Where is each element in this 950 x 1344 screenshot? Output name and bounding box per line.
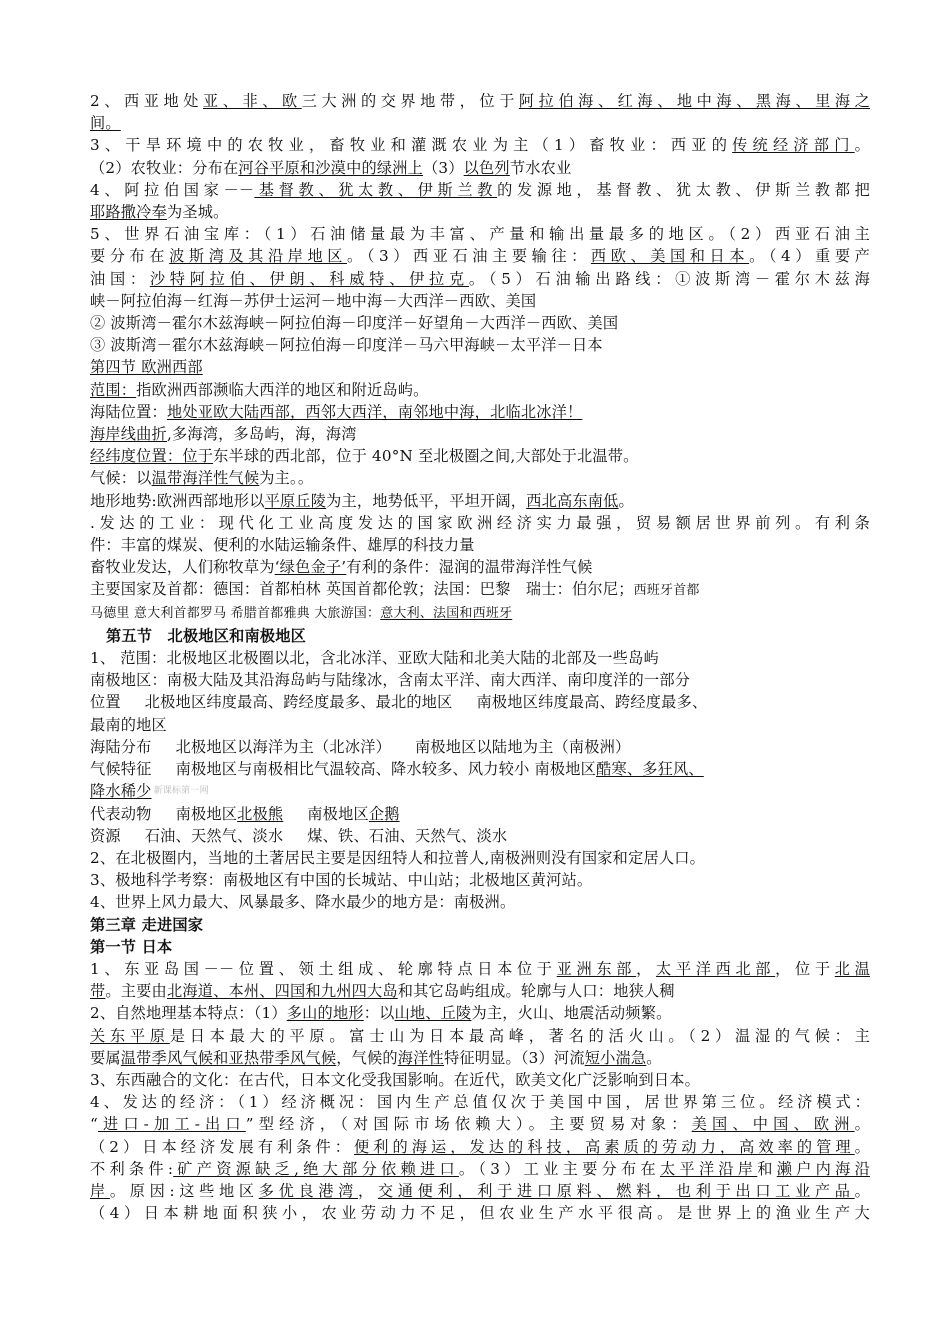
text-line: 畜牧业发达，人们称牧草为‘绿色金子’有利的条件：湿润的温带海洋性气候: [90, 558, 593, 577]
text-line: 4、阿拉伯国家－－基督教、犹太教、伊斯兰教的发源地，基督教、犹太教、伊斯兰教都把: [90, 180, 870, 199]
text-line: 降水稀少 新课标第一网: [90, 782, 209, 801]
text-line: 气候特征 南极地区与南极相比气温较高、降水较多、风力较小 南极地区酷寒、多狂风、: [90, 760, 704, 779]
text-line: .发达的工业：现代化工业高度发达的国家欧洲经济实力最强，贸易额居世界前列。有利条: [90, 513, 870, 532]
text-line: 地形地势:欧洲西部地形以平原丘陵为主，地势低平，平坦开阔，西北高东南低。: [90, 491, 634, 510]
text-line: 1、 范围：北极地区北极圈以北，含北冰洋、亚欧大陆和北美大陆的北部及一些岛屿: [90, 649, 659, 668]
text-line: （2）农牧业：分布在河谷平原和沙漠中的绿洲上（3）以色列节水农业: [90, 158, 572, 177]
text-line: 间。: [90, 114, 121, 133]
text-line: 不利条件:矿产资源缺乏,绝大部分依赖进口。（3）工业主要分布在太平洋沿岸和濑户内海沿: [90, 1159, 871, 1178]
text-line: “进口-加工-出口”型经济，（对国际市场依赖大）。主要贸易对象：美国、中国、欧洲。: [90, 1115, 870, 1134]
document-page: [90, 90, 870, 1224]
text-line: 气候：以温带海洋性气候为主。。: [90, 469, 314, 488]
text-line: 要属温带季风气候和亚热带季风气候，气候的海洋性特征明显。（3）河流短小湍急。: [90, 1048, 662, 1067]
text-line: 3、干旱环境中的农牧业，畜牧业和灌溉农业为主（1）畜牧业：西亚的传统经济部门。: [90, 136, 871, 155]
text-line: 海陆分布 北极地区以海洋为主（北冰洋） 南极地区以陆地为主（南极洲）: [90, 737, 631, 756]
text-line: 2、自然地理基本特点：（1）多山的地形：以山地、丘陵为主，火山、地震活动频繁。: [90, 1004, 672, 1023]
text-line: 关东平原是日本最大的平原。富士山为日本最高峰，著名的活火山。（2）温湿的气候：主: [90, 1026, 870, 1045]
text-line: 带。主要由北海道、本州、四国和九州四大岛和其它岛屿组成。轮廓与人口：地狭人稠: [90, 982, 675, 1001]
text-line: （4）日本耕地面积狭小，农业劳动力不足，但农业生产水平很高。是世界上的渔业生产大: [90, 1204, 870, 1223]
text-line: 岸。原因:这些地区多优良港湾，交通便利，利于进口原料、燃料，也利于出口工业产品。: [90, 1181, 871, 1200]
text-line: 资源 石油、天然气、淡水 煤、铁、石油、天然气、淡水: [90, 826, 508, 845]
text-line: 油国：沙特阿拉伯、伊朗、科威特、伊拉克。（5）石油输出路线：①波斯湾－霍尔木兹海: [90, 269, 871, 288]
text-line: 海陆位置：地处亚欧大陆西部，西邻大西洋，南邻地中海，北临北冰洋！: [90, 402, 583, 421]
section-heading: 第五节 北极地区和南极地区: [106, 626, 307, 645]
text-line: 2、在北极圈内，当地的土著居民主要是因纽特人和拉普人,南极洲则没有国家和定居人口。: [90, 848, 706, 867]
text-line: 2、西亚地处亚、非、欧三大洲的交界地带，位于阿拉伯海、红海、地中海、黑海、里海之: [90, 92, 870, 110]
text-line: 位置 北极地区纬度最高、跨经度最多、最北的地区 南极地区纬度最高、跨经度最多、: [90, 693, 708, 712]
text-line: ② 波斯湾－霍尔木兹海峡－阿拉伯海－印度洋－好望角－大西洋－西欧、美国: [90, 314, 619, 333]
section-heading: 第四节 欧洲西部: [90, 358, 203, 377]
text-line: 海岸线曲折,多海湾，多岛屿，海，海湾: [90, 425, 357, 444]
text-line: 5、世界石油宝库：（1）石油储量最为丰富、产量和输出量最多的地区。（2）西亚石油主: [90, 225, 870, 244]
text-line: 件：丰富的煤炭、便利的水陆运输条件、雄厚的科技力量: [90, 536, 475, 555]
text-line: ③ 波斯湾－霍尔木兹海峡－阿拉伯海－印度洋－马六甲海峡－太平洋－日本: [90, 336, 603, 355]
text-line: 马德里 意大利首都罗马 希腊首都雅典 大旅游国：意大利、法国和西班牙: [90, 605, 513, 621]
watermark: 新课标第一网: [153, 786, 209, 797]
text-line: 代表动物 南极地区北极熊 南极地区企鹅: [90, 804, 400, 823]
text-line: 经纬度位置：位于东半球的西北部，位于 40°N 至北极圈之间,大部处于北温带。: [90, 447, 639, 466]
section-heading: 第一节 日本: [90, 937, 173, 956]
text-line: 4、发达的经济：（1）经济概况：国内生产总值仅次于美国中国，居世界第三位。经济模式：: [90, 1093, 870, 1112]
text-line: 要分布在波斯湾及其沿岸地区。（3）西亚石油主要输往：西欧、美国和日本。（4）重要产: [90, 247, 870, 266]
text-line: 3、极地科学考察：南极地区有中国的长城站、中山站；北极地区黄河站。: [90, 871, 593, 890]
text-line: 范围：指欧洲西部濒临大西洋的地区和附近岛屿。: [90, 380, 429, 399]
text-line: 1、东亚岛国－－位置、领土组成、轮廓特点日本位于亚洲东部，太平洋西北部，位于北温: [90, 959, 871, 978]
text-line: 最南的地区: [90, 715, 167, 734]
text-line: 主要国家及首都：德国：首都柏林 英国首都伦敦；法国：巴黎 瑞士：伯尔尼；西班牙首都: [90, 580, 700, 599]
text-line: 3、东西融合的文化：在古代，日本文化受我国影响。在近代，欧美文化广泛影响到日本。: [90, 1070, 700, 1089]
text-line: 峡－阿拉伯海－红海－苏伊士运河－地中海－大西洋－西欧、美国: [90, 291, 537, 310]
text-line: 南极地区：南极大陆及其沿海岛屿与陆缘冰，含南太平洋、南大西洋、南印度洋的一部分: [90, 671, 691, 690]
text-line: 耶路撒冷奉为圣城。: [90, 203, 229, 222]
chapter-heading: 第三章 走进国家: [90, 915, 204, 934]
text-line: 4、世界上风力最大、风暴最多、降水最少的地方是：南极洲。: [90, 893, 516, 912]
text-line: （2）日本经济发展有利条件：便利的海运，发达的科技，高素质的劳动力，高效率的管理。: [90, 1137, 871, 1156]
